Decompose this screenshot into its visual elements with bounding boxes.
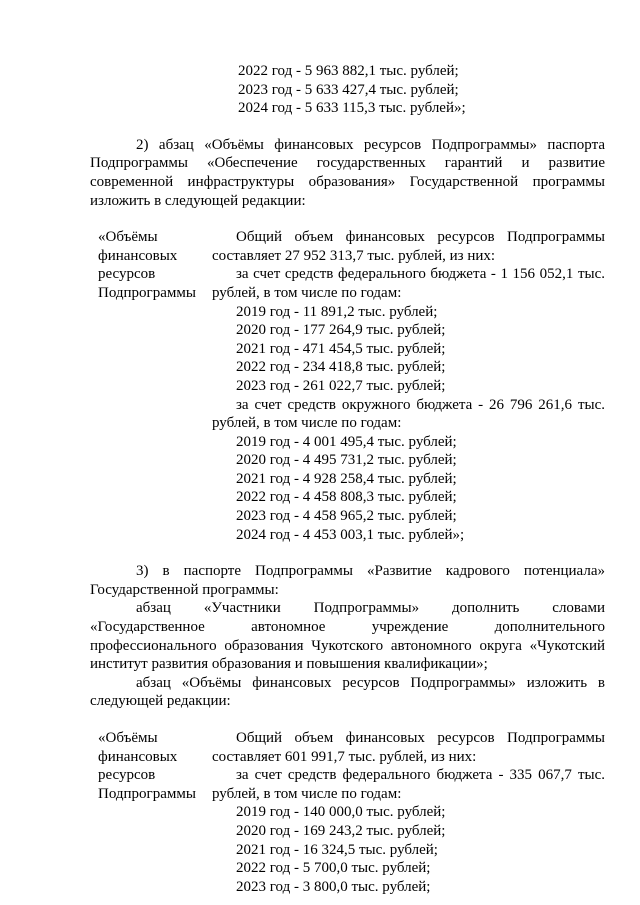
top-year-line: 2024 год - 5 633 115,3 тыс. рублей»; [238, 100, 466, 117]
total-volume-text: Общий объем финансовых ресурсов Подпрограммы составляет 601 991,7 тыс. рублей, из них: [212, 730, 605, 765]
top-year-line: 2023 год - 5 633 427,4 тыс. рублей; [238, 81, 459, 98]
label-line: Подпрограммы [98, 284, 196, 301]
federal-year-line: 2020 год - 169 243,2 тыс. рублей; [236, 822, 446, 839]
federal-year-line: 2022 год - 234 418,8 тыс. рублей; [236, 359, 446, 376]
district-budget-text: за счет средств окружного бюджета - 26 796 261,6 тыс. рублей, в том числе по годам: [212, 396, 605, 432]
finance-block-2 [90, 729, 605, 896]
item-2-paragraph: 2) абзац «Объёмы финансовых ресурсов Подпрограммы» паспорта Подпрограммы «Обеспечение государственных гарантий и развитие современной инфраструктуры образования» Государственной программы изложить в следующей редакции: [90, 136, 605, 209]
federal-year-line: 2021 год - 471 454,5 тыс. рублей; [236, 340, 446, 357]
district-year-line: 2024 год - 4 453 003,1 тыс. рублей»; [236, 526, 465, 543]
federal-year-line: 2023 год - 261 022,7 тыс. рублей; [236, 377, 446, 394]
federal-year-line: 2019 год - 140 000,0 тыс. рублей; [236, 804, 446, 821]
district-year-line: 2019 год - 4 001 495,4 тыс. рублей; [236, 433, 457, 450]
finance-block-1-label [90, 228, 212, 544]
top-year-line: 2022 год - 5 963 882,1 тыс. рублей; [238, 63, 459, 79]
label-line: ресурсов [98, 767, 156, 784]
federal-year-line: 2020 год - 177 264,9 тыс. рублей; [236, 322, 446, 339]
document-page [90, 62, 605, 896]
finance-block-2-label [90, 729, 212, 896]
finance-block-1-content [212, 228, 605, 544]
item-3-volumes-paragraph: абзац «Объёмы финансовых ресурсов Подпрограммы» изложить в следующей редакции: [90, 674, 605, 710]
federal-year-line: 2019 год - 11 891,2 тыс. рублей; [236, 303, 438, 320]
label-line: финансовых [98, 748, 178, 765]
label-line: «Объёмы [98, 229, 158, 246]
district-year-line: 2022 год - 4 458 808,3 тыс. рублей; [236, 489, 457, 506]
finance-block-2-content [212, 729, 605, 896]
district-year-line: 2021 год - 4 928 258,4 тыс. рублей; [236, 470, 457, 487]
federal-budget-text: за счет средств федерального бюджета - 1 156 052,1 тыс. рублей, в том числе по годам: [212, 266, 605, 301]
district-year-line: 2023 год - 4 458 965,2 тыс. рублей; [236, 508, 457, 525]
label-line: «Объёмы [98, 730, 158, 746]
finance-block-1 [90, 228, 605, 544]
label-line: ресурсов [98, 266, 156, 283]
label-line: финансовых [98, 247, 178, 264]
label-line: Подпрограммы [98, 785, 196, 802]
federal-budget-text: за счет средств федерального бюджета - 335 067,7 тыс. рублей, в том числе по годам: [212, 767, 605, 802]
federal-year-line: 2022 год - 5 700,0 тыс. рублей; [236, 860, 431, 877]
total-volume-text: Общий объем финансовых ресурсов Подпрограммы составляет 27 952 313,7 тыс. рублей, из них: [212, 229, 605, 264]
federal-year-line: 2023 год - 3 800,0 тыс. рублей; [236, 878, 431, 895]
item-3-paragraph: 3) в паспорте Подпрограммы «Развитие кадрового потенциала» Государственной программы: [90, 563, 605, 598]
federal-year-line: 2021 год - 16 324,5 тыс. рублей; [236, 841, 438, 858]
item-3-participants-paragraph: абзац «Участники Подпрограммы» дополнить словами «Государственное автономное учреждение дополнительного профессионального образования Чукотского автономного округа «Чукотский институт развития образования и повышения квалификации»; [90, 600, 605, 673]
district-year-line: 2020 год - 4 495 731,2 тыс. рублей; [236, 452, 457, 469]
